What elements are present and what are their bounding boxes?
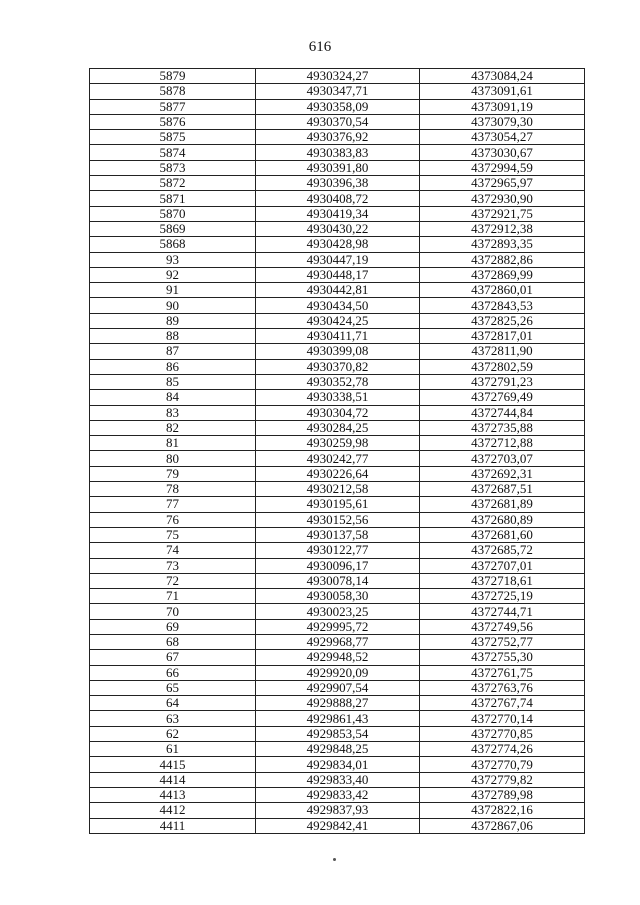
point-number-cell: 63	[90, 711, 256, 726]
y-coordinate-cell: 4372860,01	[420, 283, 585, 298]
point-number-cell: 92	[90, 267, 256, 282]
x-coordinate-cell: 4930259,98	[256, 436, 420, 451]
x-coordinate-cell: 4930419,34	[256, 206, 420, 221]
y-coordinate-cell: 4372680,89	[420, 512, 585, 527]
y-coordinate-cell: 4372802,59	[420, 359, 585, 374]
table-row	[90, 99, 585, 114]
y-coordinate-cell: 4372843,53	[420, 298, 585, 313]
x-coordinate-cell: 4930137,58	[256, 527, 420, 542]
point-number-cell: 5870	[90, 206, 256, 221]
table-row	[90, 313, 585, 328]
table-row	[90, 619, 585, 634]
table-row	[90, 206, 585, 221]
x-coordinate-cell: 4930358,09	[256, 99, 420, 114]
point-number-cell: 82	[90, 420, 256, 435]
x-coordinate-cell: 4930430,22	[256, 221, 420, 236]
y-coordinate-cell: 4372744,84	[420, 405, 585, 420]
y-coordinate-cell: 4372735,88	[420, 420, 585, 435]
table-row	[90, 757, 585, 772]
table-row	[90, 543, 585, 558]
point-number-cell: 91	[90, 283, 256, 298]
y-coordinate-cell: 4372822,16	[420, 803, 585, 818]
table-row	[90, 359, 585, 374]
x-coordinate-cell: 4930195,61	[256, 497, 420, 512]
x-coordinate-cell: 4929837,93	[256, 803, 420, 818]
y-coordinate-cell: 4372763,76	[420, 680, 585, 695]
y-coordinate-cell: 4372770,79	[420, 757, 585, 772]
point-number-cell: 4411	[90, 818, 256, 833]
y-coordinate-cell: 4372752,77	[420, 634, 585, 649]
x-coordinate-cell: 4930428,98	[256, 237, 420, 252]
y-coordinate-cell: 4372769,49	[420, 390, 585, 405]
table-row	[90, 772, 585, 787]
y-coordinate-cell: 4372681,89	[420, 497, 585, 512]
table-row	[90, 160, 585, 175]
coordinates-table-body	[90, 69, 585, 834]
y-coordinate-cell: 4372774,26	[420, 742, 585, 757]
table-row	[90, 803, 585, 818]
table-row	[90, 283, 585, 298]
x-coordinate-cell: 4929968,77	[256, 634, 420, 649]
y-coordinate-cell: 4372912,38	[420, 221, 585, 236]
table-row	[90, 114, 585, 129]
table-row	[90, 374, 585, 389]
y-coordinate-cell: 4372744,71	[420, 604, 585, 619]
y-coordinate-cell: 4373030,67	[420, 145, 585, 160]
point-number-cell: 93	[90, 252, 256, 267]
x-coordinate-cell: 4929833,42	[256, 787, 420, 802]
y-coordinate-cell: 4372755,30	[420, 650, 585, 665]
point-number-cell: 5876	[90, 114, 256, 129]
point-number-cell: 72	[90, 573, 256, 588]
table-row	[90, 298, 585, 313]
point-number-cell: 81	[90, 436, 256, 451]
table-row	[90, 252, 585, 267]
y-coordinate-cell: 4372825,26	[420, 313, 585, 328]
table-row	[90, 84, 585, 99]
point-number-cell: 5874	[90, 145, 256, 160]
table-row	[90, 726, 585, 741]
point-number-cell: 85	[90, 374, 256, 389]
point-number-cell: 80	[90, 451, 256, 466]
y-coordinate-cell: 4372749,56	[420, 619, 585, 634]
x-coordinate-cell: 4930424,25	[256, 313, 420, 328]
y-coordinate-cell: 4372761,75	[420, 665, 585, 680]
point-number-cell: 88	[90, 329, 256, 344]
point-number-cell: 61	[90, 742, 256, 757]
x-coordinate-cell: 4930447,19	[256, 252, 420, 267]
x-coordinate-cell: 4929995,72	[256, 619, 420, 634]
y-coordinate-cell: 4372930,90	[420, 191, 585, 206]
point-number-cell: 65	[90, 680, 256, 695]
point-number-cell: 5878	[90, 84, 256, 99]
point-number-cell: 4413	[90, 787, 256, 802]
y-coordinate-cell: 4372965,97	[420, 176, 585, 191]
x-coordinate-cell: 4929861,43	[256, 711, 420, 726]
point-number-cell: 74	[90, 543, 256, 558]
table-row	[90, 650, 585, 665]
table-row	[90, 497, 585, 512]
point-number-cell: 4412	[90, 803, 256, 818]
y-coordinate-cell: 4372779,82	[420, 772, 585, 787]
point-number-cell: 5873	[90, 160, 256, 175]
table-row	[90, 237, 585, 252]
table-row	[90, 482, 585, 497]
x-coordinate-cell: 4929842,41	[256, 818, 420, 833]
point-number-cell: 4414	[90, 772, 256, 787]
x-coordinate-cell: 4930434,50	[256, 298, 420, 313]
x-coordinate-cell: 4930058,30	[256, 589, 420, 604]
y-coordinate-cell: 4372681,60	[420, 527, 585, 542]
point-number-cell: 62	[90, 726, 256, 741]
x-coordinate-cell: 4929888,27	[256, 696, 420, 711]
x-coordinate-cell: 4930383,83	[256, 145, 420, 160]
point-number-cell: 5872	[90, 176, 256, 191]
table-row	[90, 405, 585, 420]
point-number-cell: 5877	[90, 99, 256, 114]
x-coordinate-cell: 4930096,17	[256, 558, 420, 573]
x-coordinate-cell: 4930122,77	[256, 543, 420, 558]
table-row	[90, 466, 585, 481]
coordinates-table	[89, 68, 585, 834]
table-row	[90, 527, 585, 542]
y-coordinate-cell: 4372692,31	[420, 466, 585, 481]
y-coordinate-cell: 4373079,30	[420, 114, 585, 129]
x-coordinate-cell: 4930408,72	[256, 191, 420, 206]
y-coordinate-cell: 4372869,99	[420, 267, 585, 282]
point-number-cell: 89	[90, 313, 256, 328]
y-coordinate-cell: 4372893,35	[420, 237, 585, 252]
x-coordinate-cell: 4930324,27	[256, 69, 420, 84]
table-row	[90, 711, 585, 726]
x-coordinate-cell: 4930242,77	[256, 451, 420, 466]
x-coordinate-cell: 4929920,09	[256, 665, 420, 680]
y-coordinate-cell: 4372767,74	[420, 696, 585, 711]
point-number-cell: 79	[90, 466, 256, 481]
table-row	[90, 558, 585, 573]
y-coordinate-cell: 4372817,01	[420, 329, 585, 344]
point-number-cell: 78	[90, 482, 256, 497]
point-number-cell: 5869	[90, 221, 256, 236]
table-row	[90, 696, 585, 711]
y-coordinate-cell: 4373054,27	[420, 130, 585, 145]
y-coordinate-cell: 4372867,06	[420, 818, 585, 833]
y-coordinate-cell: 4373091,61	[420, 84, 585, 99]
x-coordinate-cell: 4930347,71	[256, 84, 420, 99]
x-coordinate-cell: 4930370,54	[256, 114, 420, 129]
y-coordinate-cell: 4372703,07	[420, 451, 585, 466]
y-coordinate-cell: 4372882,86	[420, 252, 585, 267]
y-coordinate-cell: 4372811,90	[420, 344, 585, 359]
x-coordinate-cell: 4930399,08	[256, 344, 420, 359]
table-row	[90, 176, 585, 191]
x-coordinate-cell: 4930370,82	[256, 359, 420, 374]
point-number-cell: 5868	[90, 237, 256, 252]
table-row	[90, 818, 585, 833]
x-coordinate-cell: 4929907,54	[256, 680, 420, 695]
y-coordinate-cell: 4372921,75	[420, 206, 585, 221]
table-row	[90, 680, 585, 695]
point-number-cell: 83	[90, 405, 256, 420]
table-row	[90, 390, 585, 405]
table-row	[90, 191, 585, 206]
point-number-cell: 67	[90, 650, 256, 665]
page-number: 616	[308, 39, 332, 55]
x-coordinate-cell: 4930152,56	[256, 512, 420, 527]
table-row	[90, 420, 585, 435]
x-coordinate-cell: 4930396,38	[256, 176, 420, 191]
table-row	[90, 573, 585, 588]
point-number-cell: 4415	[90, 757, 256, 772]
x-coordinate-cell: 4929853,54	[256, 726, 420, 741]
y-coordinate-cell: 4372770,85	[420, 726, 585, 741]
point-number-cell: 75	[90, 527, 256, 542]
y-coordinate-cell: 4372712,88	[420, 436, 585, 451]
point-number-cell: 84	[90, 390, 256, 405]
table-row	[90, 344, 585, 359]
y-coordinate-cell: 4372770,14	[420, 711, 585, 726]
x-coordinate-cell: 4929834,01	[256, 757, 420, 772]
y-coordinate-cell: 4372687,51	[420, 482, 585, 497]
table-row	[90, 787, 585, 802]
x-coordinate-cell: 4930212,58	[256, 482, 420, 497]
point-number-cell: 76	[90, 512, 256, 527]
point-number-cell: 69	[90, 619, 256, 634]
x-coordinate-cell: 4930338,51	[256, 390, 420, 405]
y-coordinate-cell: 4372789,98	[420, 787, 585, 802]
x-coordinate-cell: 4930078,14	[256, 573, 420, 588]
point-number-cell: 5875	[90, 130, 256, 145]
x-coordinate-cell: 4930352,78	[256, 374, 420, 389]
table-row	[90, 436, 585, 451]
point-number-cell: 87	[90, 344, 256, 359]
x-coordinate-cell: 4930376,92	[256, 130, 420, 145]
point-number-cell: 90	[90, 298, 256, 313]
x-coordinate-cell: 4929948,52	[256, 650, 420, 665]
y-coordinate-cell: 4372725,19	[420, 589, 585, 604]
x-coordinate-cell: 4930391,80	[256, 160, 420, 175]
x-coordinate-cell: 4930448,17	[256, 267, 420, 282]
point-number-cell: 5879	[90, 69, 256, 84]
point-number-cell: 64	[90, 696, 256, 711]
x-coordinate-cell: 4930442,81	[256, 283, 420, 298]
point-number-cell: 70	[90, 604, 256, 619]
table-row	[90, 69, 585, 84]
x-coordinate-cell: 4930411,71	[256, 329, 420, 344]
y-coordinate-cell: 4372718,61	[420, 573, 585, 588]
y-coordinate-cell: 4372685,72	[420, 543, 585, 558]
table-row	[90, 451, 585, 466]
x-coordinate-cell: 4929848,25	[256, 742, 420, 757]
table-row	[90, 329, 585, 344]
page-mark	[333, 858, 336, 861]
table-row	[90, 634, 585, 649]
y-coordinate-cell: 4373084,24	[420, 69, 585, 84]
x-coordinate-cell: 4930284,25	[256, 420, 420, 435]
point-number-cell: 5871	[90, 191, 256, 206]
point-number-cell: 77	[90, 497, 256, 512]
table-row	[90, 589, 585, 604]
point-number-cell: 68	[90, 634, 256, 649]
point-number-cell: 86	[90, 359, 256, 374]
table-row	[90, 742, 585, 757]
table-row	[90, 145, 585, 160]
y-coordinate-cell: 4373091,19	[420, 99, 585, 114]
table-row	[90, 512, 585, 527]
x-coordinate-cell: 4930023,25	[256, 604, 420, 619]
x-coordinate-cell: 4929833,40	[256, 772, 420, 787]
y-coordinate-cell: 4372707,01	[420, 558, 585, 573]
point-number-cell: 66	[90, 665, 256, 680]
table-row	[90, 130, 585, 145]
table-row	[90, 221, 585, 236]
table-row	[90, 604, 585, 619]
point-number-cell: 71	[90, 589, 256, 604]
y-coordinate-cell: 4372791,23	[420, 374, 585, 389]
table-row	[90, 665, 585, 680]
point-number-cell: 73	[90, 558, 256, 573]
x-coordinate-cell: 4930226,64	[256, 466, 420, 481]
table-row	[90, 267, 585, 282]
y-coordinate-cell: 4372994,59	[420, 160, 585, 175]
x-coordinate-cell: 4930304,72	[256, 405, 420, 420]
